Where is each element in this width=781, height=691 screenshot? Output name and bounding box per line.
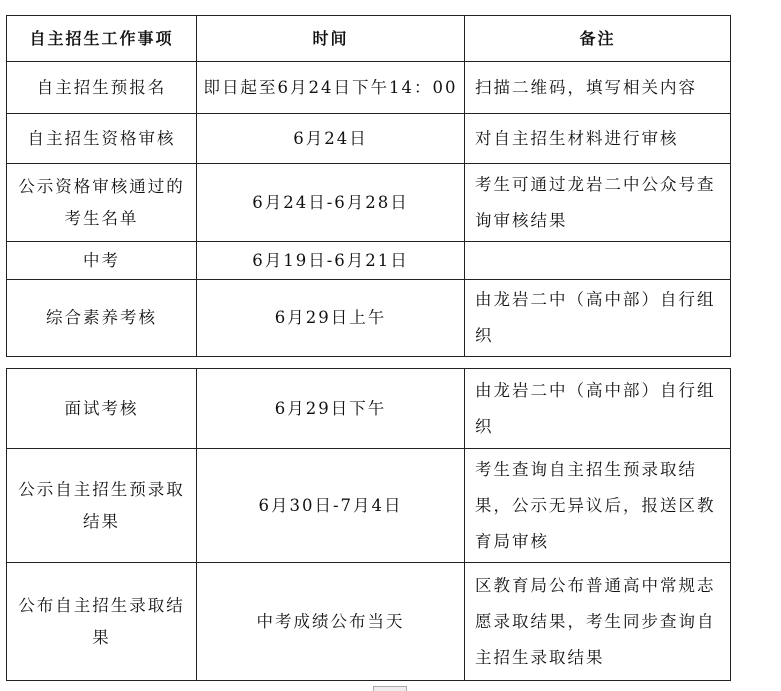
cell-line: 考生名单 [64, 208, 139, 228]
cell-note [465, 369, 731, 449]
cell-item [7, 449, 197, 563]
cell-item: 自主招生预报名 [7, 62, 197, 114]
table-row [7, 114, 731, 164]
cell-item [7, 563, 197, 681]
cell-line: 织 [475, 326, 494, 345]
page-break [0, 357, 781, 368]
cell-time: 6月29日下午 [197, 369, 465, 449]
cell-line: 由龙岩二中（高中部）自行组 [475, 290, 716, 309]
cell-note [465, 164, 731, 242]
cell-note [465, 563, 731, 681]
page-tab-marker [373, 686, 407, 691]
cell-note [465, 242, 731, 280]
cell-item: 面试考核 [7, 369, 197, 449]
cell-note: 对自主招生材料进行审核 [465, 114, 731, 164]
table-row [7, 563, 731, 681]
cell-time: 即日起至6月24日下午14：00 [197, 62, 465, 114]
cell-line: 结果 [83, 511, 120, 531]
cell-line: 考生可通过龙岩二中公众号查 [475, 174, 716, 194]
cell-line: 育局审核 [475, 531, 549, 551]
cell-item: 综合素养考核 [7, 280, 197, 357]
cell-time: 6月24日 [197, 114, 465, 164]
cell-line: 果，公示无异议后，报送区教 [475, 495, 716, 515]
cell-line: 考生查询自主招生预录取结 [475, 459, 697, 479]
cell-line: 公示自主招生预录取 [18, 479, 185, 499]
table-row [7, 242, 731, 280]
cell-line: 主招生录取结果 [475, 647, 605, 667]
table-row [7, 280, 731, 357]
schedule-table-top [6, 15, 731, 357]
cell-time: 6月24日-6月28日 [197, 164, 465, 242]
table-row [7, 449, 731, 563]
cell-note: 扫描二维码，填写相关内容 [465, 62, 731, 114]
schedule-table-bottom [6, 368, 731, 681]
cell-line: 公布自主招生录取结 [18, 595, 185, 615]
table-row [7, 164, 731, 242]
cell-item: 自主招生资格审核 [7, 114, 197, 164]
header-time: 时间 [197, 16, 465, 62]
cell-line: 询审核结果 [475, 210, 568, 230]
header-item: 自主招生工作事项 [7, 16, 197, 62]
cell-item [7, 164, 197, 242]
cell-time: 6月30日-7月4日 [197, 449, 465, 563]
cell-item: 中考 [7, 242, 197, 280]
cell-note [465, 449, 731, 563]
cell-line: 果 [92, 627, 111, 647]
header-row [7, 16, 731, 62]
table-row [7, 369, 731, 449]
table-row [7, 62, 731, 114]
cell-line: 公示资格审核通过的 [18, 176, 185, 196]
cell-time: 中考成绩公布当天 [197, 563, 465, 681]
cell-line: 织 [475, 416, 494, 436]
cell-note [465, 280, 731, 357]
cell-time: 6月29日上午 [197, 280, 465, 357]
cell-line: 愿录取结果，考生同步查询自 [475, 611, 716, 631]
cell-time: 6月19日-6月21日 [197, 242, 465, 280]
cell-line: 区教育局公布普通高中常规志 [475, 575, 716, 595]
cell-line: 由龙岩二中（高中部）自行组 [475, 380, 716, 400]
header-note: 备注 [465, 16, 731, 62]
